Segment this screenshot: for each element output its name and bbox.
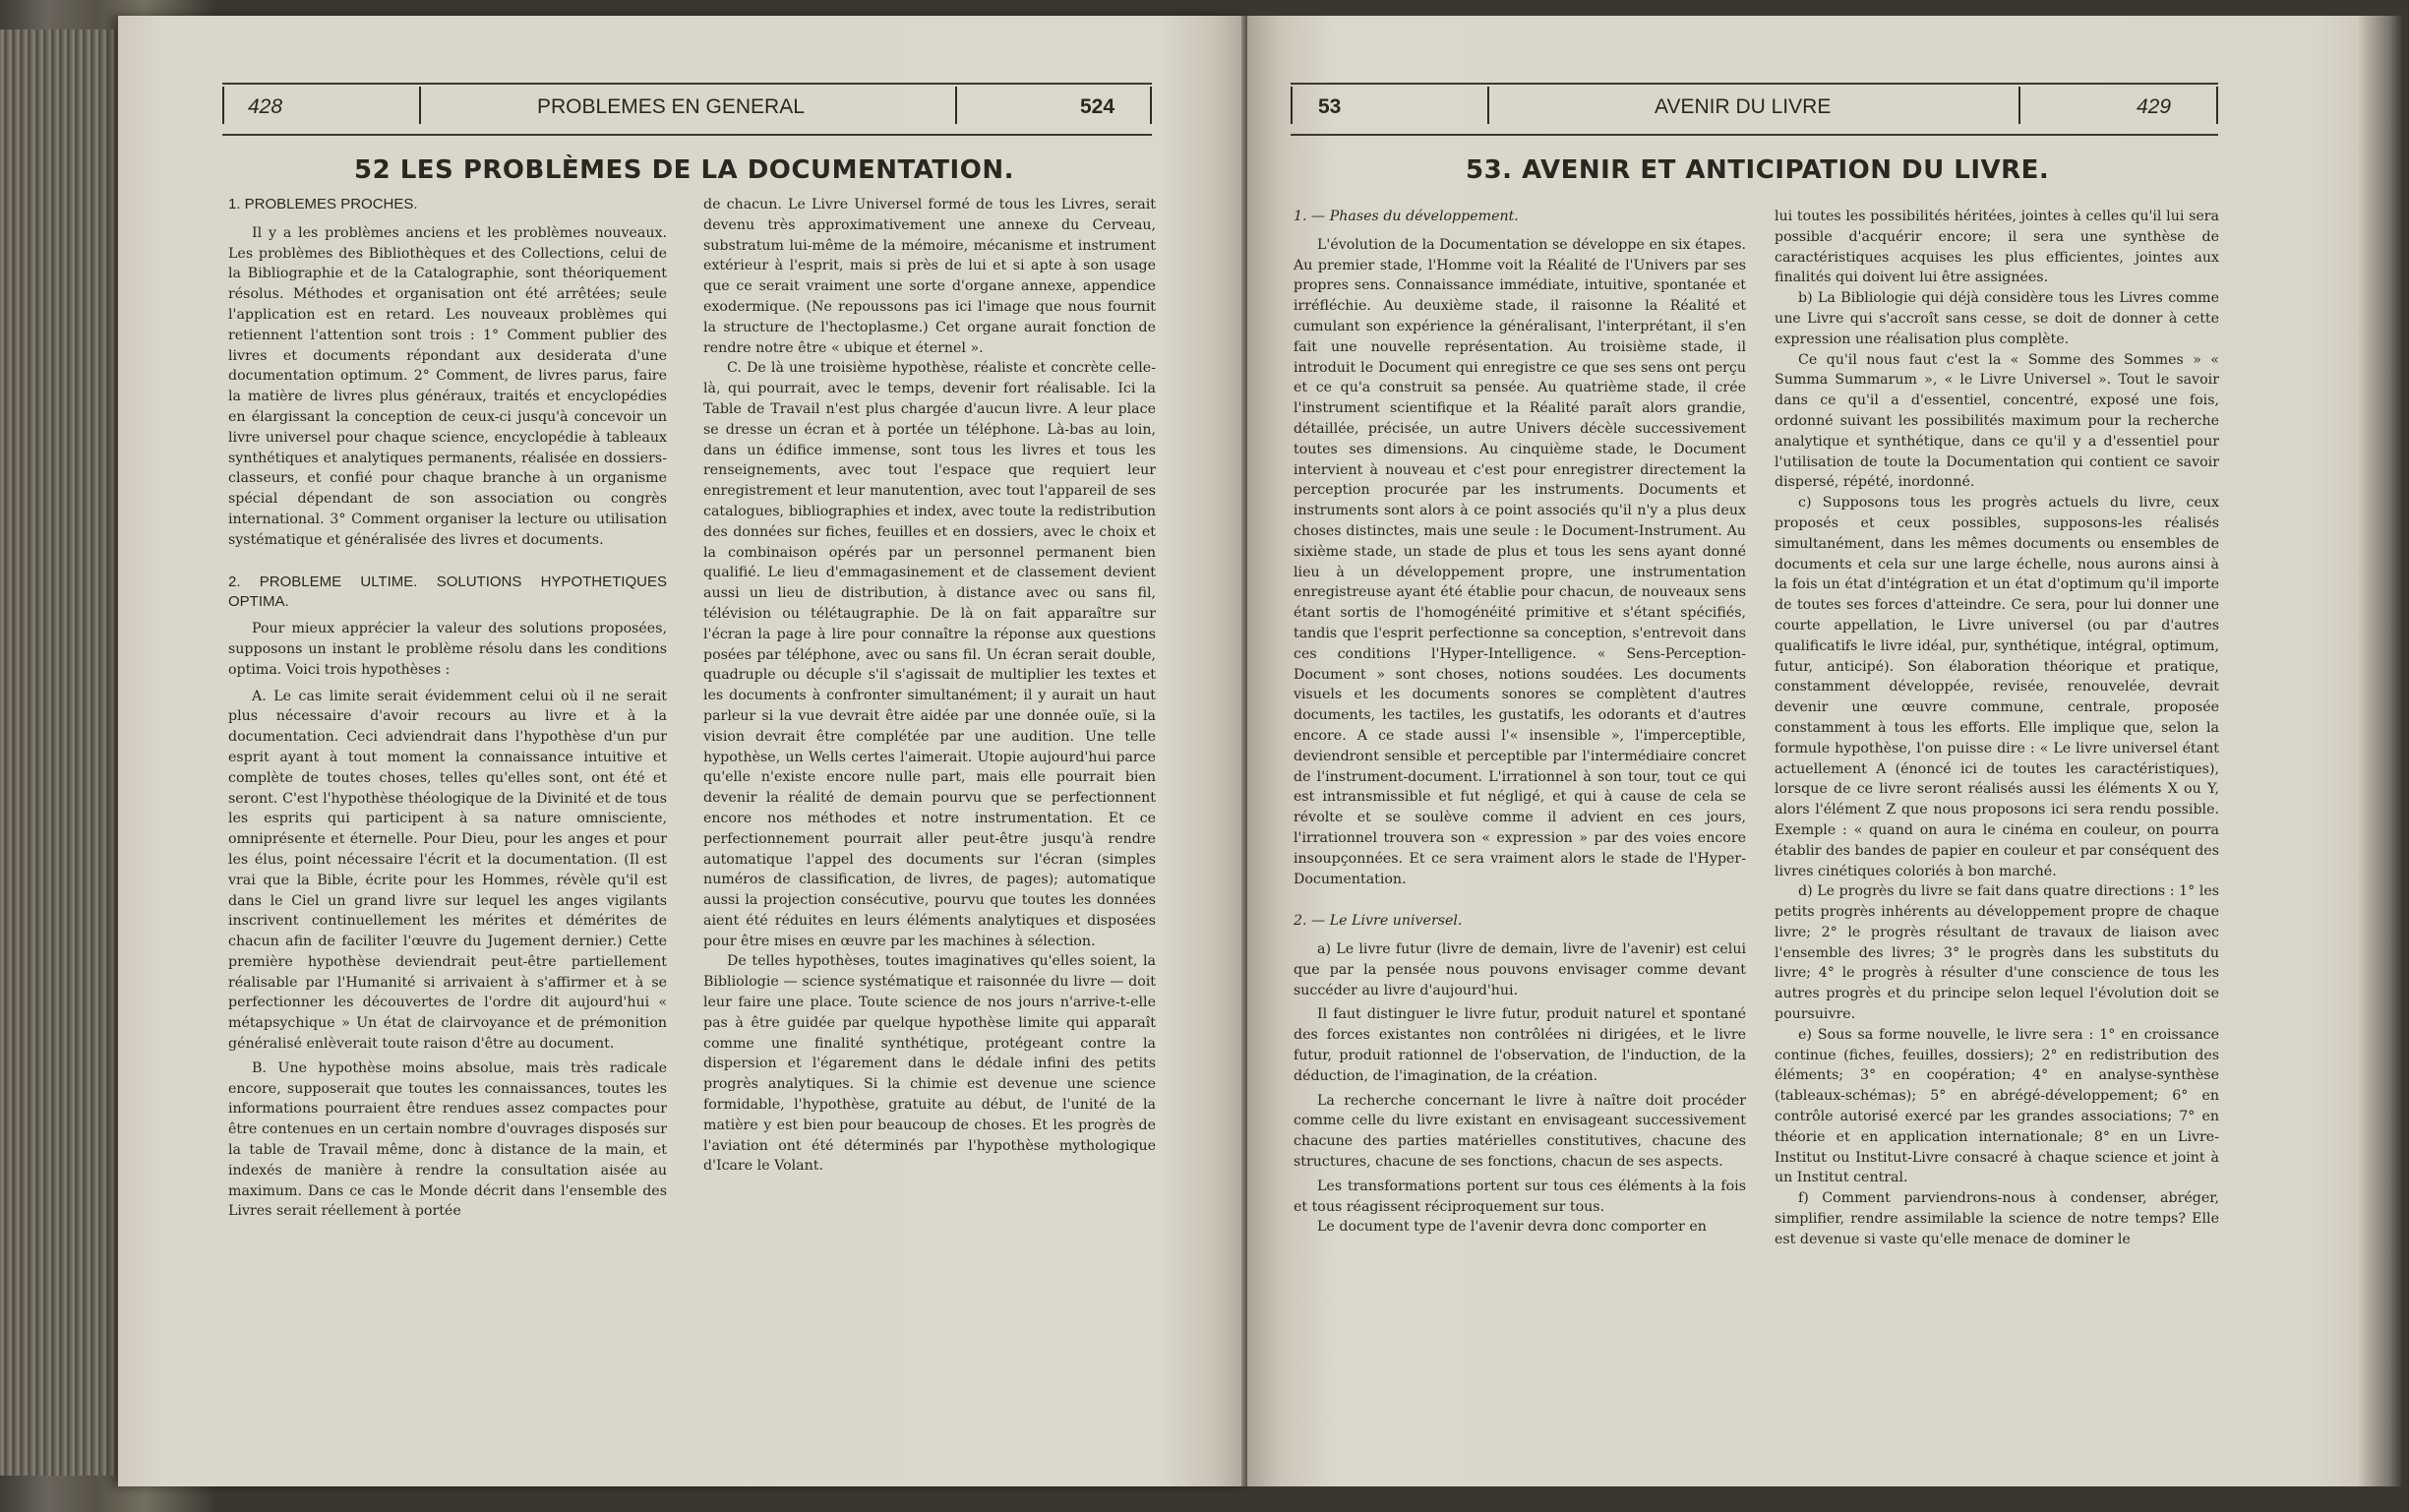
- paragraph: Les transformations portent sur tous ces éléments à la fois et tous réagissent réciproquement sur tous.: [1294, 1178, 1746, 1215]
- left-page-number: 428: [248, 95, 283, 118]
- right-column-2: [1775, 207, 2219, 1250]
- paragraph: La recherche concernant le livre à naître doit procéder comme celle du livre existant en envisageant successivement chacune des parties matérielles constitutives, chacune des structures, chacune de ses fonctions, chacun de ses aspects.: [1294, 1092, 1746, 1171]
- paragraph: L'évolution de la Documentation se développe en six étapes. Au premier stade, l'Homme voit la Réalité de l'Univers par ses propres sens. Connaissance immédiate, intuitive, spontanée et irréfléchie. Au deuxième stade, il raisonne la Réalité et cumulant son expérience la généralisant, l'interprétant, il s'en fait une nouvelle représentation. Au troisième stade, il introduit le Document qui enregistre ce que ses sens ont perçu et ce qu'a construit sa pensée. Au quatrième stade, il crée l'instrument scientifique et la Réalité paraît alors grandie, détaillée, précisée, un autre Univers décèle successivement toutes ses dimensions. Au cinquième stade, le Document intervient à nouveau et c'est pour enregistrer directement la perception procurée par les instruments. Documents et instruments sont alors à ce point associés qu'il n'y a plus deux choses distinctes, mais une seule : le Document-Instrument. Au sixième stade, un stade de plus et tous les sens ayant donné lieu à un développement propre, une instrumentation enregistreuse ayant été établie pour chacun, de nouveaux sens étant sortis de l'homogénéité primitive et s'étant spécifiés, tandis que l'esprit perfectionne sa conception, s'entrevoit dans ces conditions l'Hyper-Intelligence. « Sens-Perception-Document » sont choses, notions soudées. Les documents visuels et les documents sonores se complètent d'autres documents, les tactiles, les gustatifs, les odorants et d'autres encore. A ce stade aussi l'« insensible », l'imperceptible, deviendront sensible et perceptible par l'intermédiaire concret de l'instrument-document. L'irrationnel à son tour, tout ce qui est intransmissible et fut négligé, et qui à cause de cela se révolte et se soulève comme il advient en ces jours, l'irrationnel trouvera son « expression » par des voies encore insoupçonnées. Et ce sera vraiment alors le stade de l'Hyper-Documentation.: [1294, 236, 1746, 887]
- left-section-title: PROBLEMES EN GENERAL: [537, 95, 805, 118]
- paragraph: De telles hypothèses, toutes imaginatives qu'elles soient, la Bibliologie — science systématique et raisonnée du livre — doit leur faire une place. Toute science de nos jours n'arrive-t-elle pas à être guidée par quelque hypothèse limite qui apparaît comme une finalité synthétique, protégeant contre la dispersion et l'égarement dans le dédale infini des petits progrès analytiques. Si la chimie est devenue une science formidable, l'hypothèse, gratuite au début, de l'unité de la matière y est bien pour beaucoup de choses. Et les progrès de l'aviation ont été déterminés par l'hypothèse mythologique d'Icare le Volant.: [703, 953, 1156, 1175]
- left-column-2: [703, 195, 1156, 1177]
- section-heading: 2. — Le Livre universel.: [1294, 913, 1463, 930]
- paragraph: Il faut distinguer le livre futur, produit naturel et spontané des forces existantes non contrôlées ni dirigées, et le livre futur, produit rationnel de l'observation, de l'induction, de la déduction, de l'imagination, de la création.: [1294, 1006, 1746, 1084]
- left-column-1: [228, 195, 667, 1222]
- header-rule: [222, 87, 224, 124]
- paragraph: de chacun. Le Livre Universel formé de tous les Livres, serait devenu très approximativement une annexe du Cerveau, substratum lui-même de la mémoire, mécanisme et instrument extérieur à l'esprit, mais si près de lui et si apte à son usage que ce serait vraiment une sorte d'organe annexe, appendice exodermique. (Ne repoussons pas ici l'image que nous fournit la structure de l'hectoplasme.) Cet organe aurait fonction de rendre notre être « ubique et éternel ».: [703, 197, 1156, 356]
- paragraph: Il y a les problèmes anciens et les problèmes nouveaux. Les problèmes des Bibliothèques et des Collections, celui de la Bibliographie et de la Catalographie, sont théoriquement résolus. Méthodes et organisation ont été arrêtées; seule l'application est en retard. Les nouveaux problèmes qui retiennent l'attention sont trois : 1° Comment publier des livres et documents répondant aux desiderata d'une documentation optimum. 2° Comment, de livres parus, faire la matière de livres plus généraux, traités et encyclopédies en élargissant la conception de ceux-ci jusqu'à concevoir un livre universel pour chaque science, encyclopédie à tableaux synthétiques et analytiques permanents, réalisée en dossiers-classeurs, et confié pour chaque branche à un organisme spécial dépendant de son association ou congrès international. 3° Comment organiser la lecture ou utilisation systématique et généralisée des livres et documents.: [228, 224, 667, 548]
- right-page-edge: [2359, 16, 2402, 1486]
- paragraph: a) Le livre futur (livre de demain, livre de l'avenir) est celui que par la pensée nous pouvons envisager comme devant succéder au livre d'aujourd'hui.: [1294, 941, 1746, 998]
- right-page-title: 53. AVENIR ET ANTICIPATION DU LIVRE.: [1466, 155, 2050, 185]
- paragraph: f) Comment parviendrons-nous à condenser, abréger, simplifier, rendre assimilable la science de notre temps? Elle est devenue si vaste qu'elle menace de dominer le: [1775, 1190, 2219, 1247]
- left-page-title: 52 LES PROBLÈMES DE LA DOCUMENTATION.: [354, 155, 1014, 185]
- header-rule: [1291, 87, 1293, 124]
- paragraph: B. Une hypothèse moins absolue, mais très radicale encore, supposerait que toutes les connaissances, toutes les informations pourraient être rendues assez compactes pour être contenues en un certain nombre d'ouvrages disposés sur la table de Travail même, donc à distance de la main, et indexés de manière à rendre la consultation aisée au maximum. Dans ce cas le Monde décrit dans l'ensemble des Livres serait réellement à portée: [228, 1059, 667, 1220]
- left-running-header: [222, 83, 1152, 136]
- paragraph: Ce qu'il nous faut c'est la « Somme des Sommes » « Summa Summarum », « le Livre Universel ». Tout le savoir dans ce qu'il a d'essentiel, concentré, exposé une fois, ordonné suivant les possibilités maximum pour la recherche analytique et synthétique, dans ce qu'il y a d'essentiel pour l'utilisation de toute la Documentation qui contient ce savoir dispersé, répété, inordonné.: [1775, 351, 2219, 491]
- paragraph: lui toutes les possibilités héritées, jointes à celles qu'il lui sera possible d'acquérir encore; il sera une synthèse de caractéristiques acquises les plus efficientes, jointes aux finalités qui doivent lui être assignées.: [1775, 209, 2219, 286]
- right-section-title: AVENIR DU LIVRE: [1655, 95, 1832, 118]
- paragraph: Pour mieux apprécier la valeur des solutions proposées, supposons un instant le problème résolu dans les conditions optima. Voici trois hypothèses :: [228, 621, 667, 678]
- paragraph: A. Le cas limite serait évidemment celui où il ne serait plus nécessaire d'avoir recours au livre et à la documentation. Ceci adviendrait dans l'hypothèse d'un pur esprit ayant à tout moment la connaissance intuitive et complète de toutes choses, telles qu'elles sont, ont été et seront. C'est l'hypothèse théologique de la Divinité et de tous les esprits qui participent à sa nature omnisciente, omniprésente et éternelle. Pour Dieu, pour les anges et pour les élus, point nécessaire l'écrit et la documentation. (Il est vrai que la Bible, écrite pour les Hommes, révèle qu'il est dans le Ciel un grand livre sur lequel les anges vigilants inscrivent continuellement les mérites et démérites de chacun afin de faciliter l'œuvre du Jugement dernier.) Cette première hypothèse deviendrait peut-être partiellement réalisable par l'Humanité si arrivaient à s'affirmer et à se perfectionner les découvertes de l'ordre dit aujourd'hui « métapsychique » Un état de clairvoyance et de prémonition généralisé enlèverait toute raison d'être au document.: [228, 688, 667, 1053]
- right-column-1: [1294, 207, 1746, 1238]
- paragraph: e) Sous sa forme nouvelle, le livre sera : 1° en croissance continue (fiches, feuilles, dossiers); 2° en redistribution des éléments; 3° en coopération; 4° en analyse-synthèse (tableaux-schémas); 5° en abrégé-développement; 6° en contrôle autorisé exercé par les grandes associations; 7° en théorie et en application internationale; 8° en un Livre-Institut ou Institut-Livre consacré à chaque science et joint à un Institut central.: [1775, 1026, 2219, 1186]
- header-rule: [1150, 87, 1152, 124]
- paragraph: b) La Bibliologie qui déjà considère tous les Livres comme une Livre qui s'accroît sans cesse, se doit de donner à cette expression une réalisation plus complète.: [1775, 290, 2219, 347]
- section-heading: 1. — Phases du développement.: [1294, 209, 1519, 224]
- paragraph: C. De là une troisième hypothèse, réaliste et concrète celle-là, qui pourrait, avec le temps, devenir fort réalisable. Ici la Table de Travail n'est plus chargée d'aucun livre. A leur place se dresse un écran et à portée un téléphone. Là-bas au loin, dans un édifice immense, sont tous les livres et tous les renseignements, avec tout l'espace que requiert leur enregistrement et leur manutention, avec tout l'appareil de ses catalogues, bibliographies et index, avec toute la redistribution des données sur fiches, feuilles et en dossiers, avec le choix et la combinaison opérés par un personnel permanent bien qualifié. Le lieu d'emmagasinement et de classement devient aussi un lieu de distribution, à distance avec ou sans fil, télévision ou télétaugraphie. De là on fait apparaître sur l'écran la page à lire pour connaître la réponse aux questions posées par téléphone, avec ou sans fil. Un écran serait double, quadruple ou décuple s'il s'agissait de multiplier les textes et les documents à confronter simultanément; il y aurait un haut parleur si la vue devrait être aidée par une donnée ouïe, si la vision devrait être complétée par une audition. Une telle hypothèse, un Wells certes l'aimerait. Utopie aujourd'hui parce qu'elle n'existe encore nulle part, mais elle pourrait bien devenir la réalité de demain pourvu que se perfectionnent encore nos méthodes et notre instrumentation. Et ce perfectionnement pourrait aller peut-être jusqu'à rendre automatique l'appel des documents sur l'écran (simples numéros de classification, de livres, de pages); automatique aussi la projection consécutive, pourvu que toutes les données aient été réduites en leurs éléments analytiques et disposées pour être mises en œuvre par les machines à sélection.: [703, 360, 1156, 949]
- header-rule: [419, 87, 421, 124]
- header-rule: [955, 87, 957, 124]
- right-running-header: [1291, 83, 2218, 136]
- page-stack-edge: [0, 30, 118, 1476]
- header-rule: [1487, 87, 1489, 124]
- paragraph: d) Le progrès du livre se fait dans quatre directions : 1° les petits progrès inhérents au développement propre de chaque livre; 2° le progrès résultant de travaux de liaison avec l'ensemble des livres; 3° le progrès dans les substituts du livre; 4° le progrès à résulter d'une conscience de tous les autres progrès et du principe selon lequel l'évolution doit se poursuivre.: [1775, 883, 2219, 1023]
- header-rule: [2018, 87, 2020, 124]
- paragraph: Le document type de l'avenir devra donc comporter en: [1317, 1219, 1707, 1236]
- section-heading: 2. PROBLEME ULTIME. SOLUTIONS HYPOTHETIQUES OPTIMA.: [228, 573, 667, 611]
- right-section-code: 53: [1318, 95, 1342, 118]
- left-section-code: 524: [1080, 95, 1115, 118]
- header-rule: [2216, 87, 2218, 124]
- section-heading: 1. PROBLEMES PROCHES.: [228, 196, 418, 212]
- paragraph: c) Supposons tous les progrès actuels du livre, ceux proposés et ceux possibles, supposons-les réalisés simultanément, dans les mêmes documents ou ensembles de documents et cela sur une large échelle, nous aurons ainsi à la fois un état d'intégration et un état d'optimum qu'il importe de toutes ses forces d'atteindre. Ce sera, pour lui donner une courte appellation, le Livre universel (ou par d'autres qualificatifs le livre idéal, pur, synthétique, intégral, optimum, futur, anticipé). Son élaboration théorique et pratique, constamment développée, revisée, renouvelée, devrait devenir une œuvre commune, centrale, proposée constamment à tous les efforts. Elle implique que, selon la formule hypothèse, l'on puisse dire : « Le livre universel étant actuellement A (énoncé ici de toutes les caractéristiques), lorsque de ce livre seront réalisés aussi les éléments X ou Y, alors l'élément Z que nous proposons ici sera rendu possible. Exemple : « quand on aura le cinéma en couleur, on pourra établir des bandes de papier en couleur et par conséquent des livres cinétiques coloriés à bon marché.: [1775, 495, 2219, 879]
- right-page-number: 429: [2137, 95, 2172, 118]
